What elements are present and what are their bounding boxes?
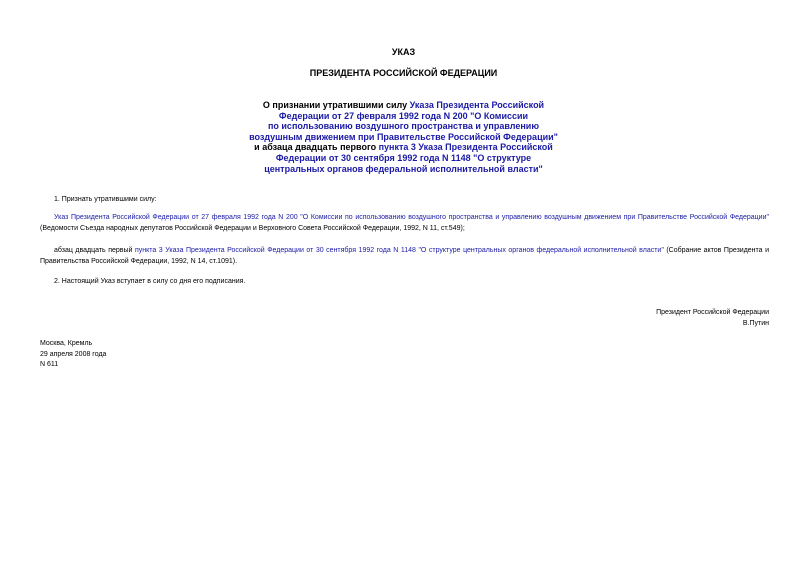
subject-line-5 (0, 142, 807, 153)
subject-text: О признании утратившими силу (262, 100, 410, 110)
document-type-heading: УКАЗ (391, 47, 416, 57)
document-number: N 611 (40, 361, 59, 368)
paragraph-3-source: (Собрание актов Президента и Правительства Российской Федерации, 1992, N 14, ст.1091). (40, 247, 769, 265)
subject-line-1 (0, 100, 807, 111)
paragraph-4: 2. Настоящий Указ вступает в силу со дня его подписания. (54, 278, 246, 285)
decree-1148-link[interactable]: Федерации от 30 сентября 1992 года N 1148 "О структуре (275, 152, 532, 163)
decree-1148-link[interactable]: пункта 3 Указа Президента Российской (378, 142, 553, 153)
decree-200-link[interactable]: Указ Президента Российской Федерации от 27 февраля 1992 года N 200 "О Комиссии по использованию воздушного пространства и управлению воздушным движением при Правительстве Российской Федерации" (54, 214, 769, 221)
decree-200-link[interactable]: Указа Президента Российской (409, 100, 545, 110)
issuer-heading: ПРЕЗИДЕНТА РОССИЙСКОЙ ФЕДЕРАЦИИ (309, 68, 498, 78)
signatory-name: В.Путин (742, 319, 769, 327)
decree-200-link[interactable]: Федерации от 27 февраля 1992 года N 200 "О Комиссии (278, 110, 529, 121)
paragraph-3-text: абзац двадцать первый (54, 247, 135, 254)
signatory-position: Президент Российской Федерации (656, 309, 769, 316)
paragraph-1: 1. Признать утратившими силу: (54, 196, 157, 203)
signature-block (656, 308, 769, 329)
decree-200-link[interactable]: воздушным движением при Правительстве Российской Федерации" (249, 131, 558, 142)
subject-text: и абзаца двадцать первого (254, 142, 379, 153)
paragraph-2 (40, 213, 769, 234)
document-subject (0, 100, 807, 174)
signing-date: 29 апреля 2008 года (40, 350, 107, 358)
signing-place: Москва, Кремль (40, 340, 93, 347)
decree-200-link[interactable]: по использованию воздушного пространства и управлению (267, 121, 540, 132)
paragraph-3 (40, 246, 769, 267)
document-footer (40, 339, 106, 371)
decree-1148-link[interactable]: пункта 3 Указа Президента Российской Федерации от 30 сентября 1992 года N 1148 "О структуре центральных органов федеральной исполнительной власти" (134, 247, 664, 254)
decree-1148-link[interactable]: центральных органов федеральной исполнительной власти" (264, 163, 543, 174)
paragraph-2-source: (Ведомости Съезда народных депутатов Российской Федерации и Верховного Совета Российской Федерации, 1992, N 11, ст.549); (40, 224, 465, 232)
